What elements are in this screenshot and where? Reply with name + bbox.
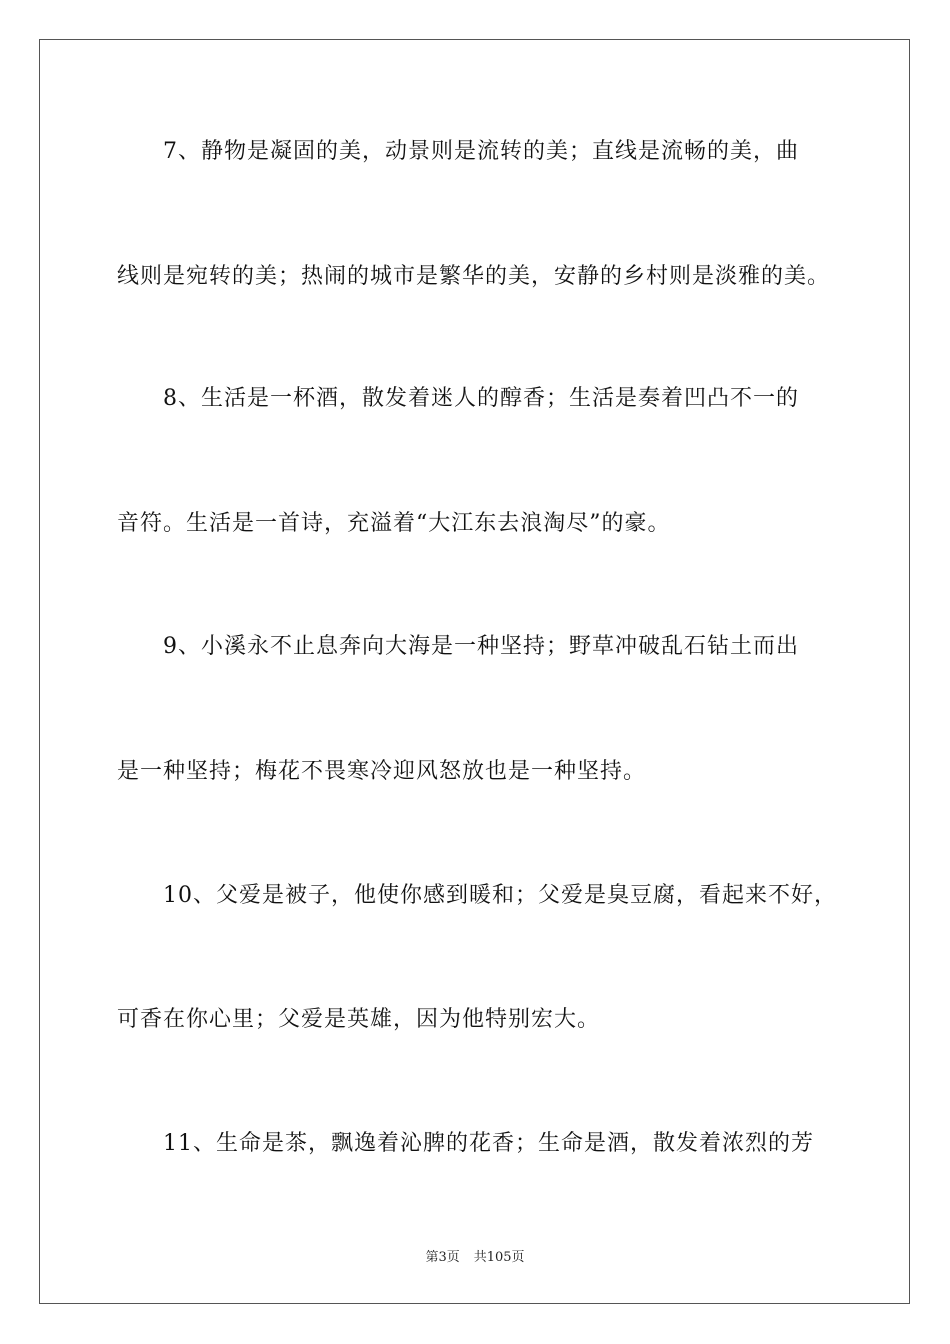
page-number: 第3页 [425, 1250, 460, 1265]
paragraph-9-line-1: 9、小溪永不止息奔向大海是一种坚持；野草冲破乱石钻土而出 [163, 634, 799, 659]
paragraph-7-line-1: 7、静物是凝固的美，动景则是流转的美；直线是流畅的美，曲 [163, 139, 799, 164]
page-total: 共105页 [473, 1250, 525, 1265]
paragraph-11-line-1: 11、生命是茶，飘逸着沁脾的花香；生命是酒，散发着浓烈的芳 [163, 1131, 814, 1156]
paragraph-10-line-2: 可香在你心里；父爱是英雄，因为他特别宏大。 [117, 1007, 601, 1032]
paragraph-9-line-2: 是一种坚持；梅花不畏寒冷迎风怒放也是一种坚持。 [117, 759, 647, 784]
paragraph-8-line-2: 音符。生活是一首诗，充溢着“大江东去浪淘尽”的豪。 [117, 511, 671, 536]
page-footer [0, 1246, 950, 1265]
paragraph-8-line-1: 8、生活是一杯酒，散发着迷人的醇香；生活是奏着凹凸不一的 [163, 386, 799, 411]
paragraph-10-line-1: 10、父爱是被子，他使你感到暖和；父爱是臭豆腐，看起来不好， [163, 883, 837, 908]
page-border [39, 39, 910, 1304]
paragraph-7-line-2: 线则是宛转的美；热闹的城市是繁华的美，安静的乡村则是淡雅的美。 [117, 264, 831, 289]
